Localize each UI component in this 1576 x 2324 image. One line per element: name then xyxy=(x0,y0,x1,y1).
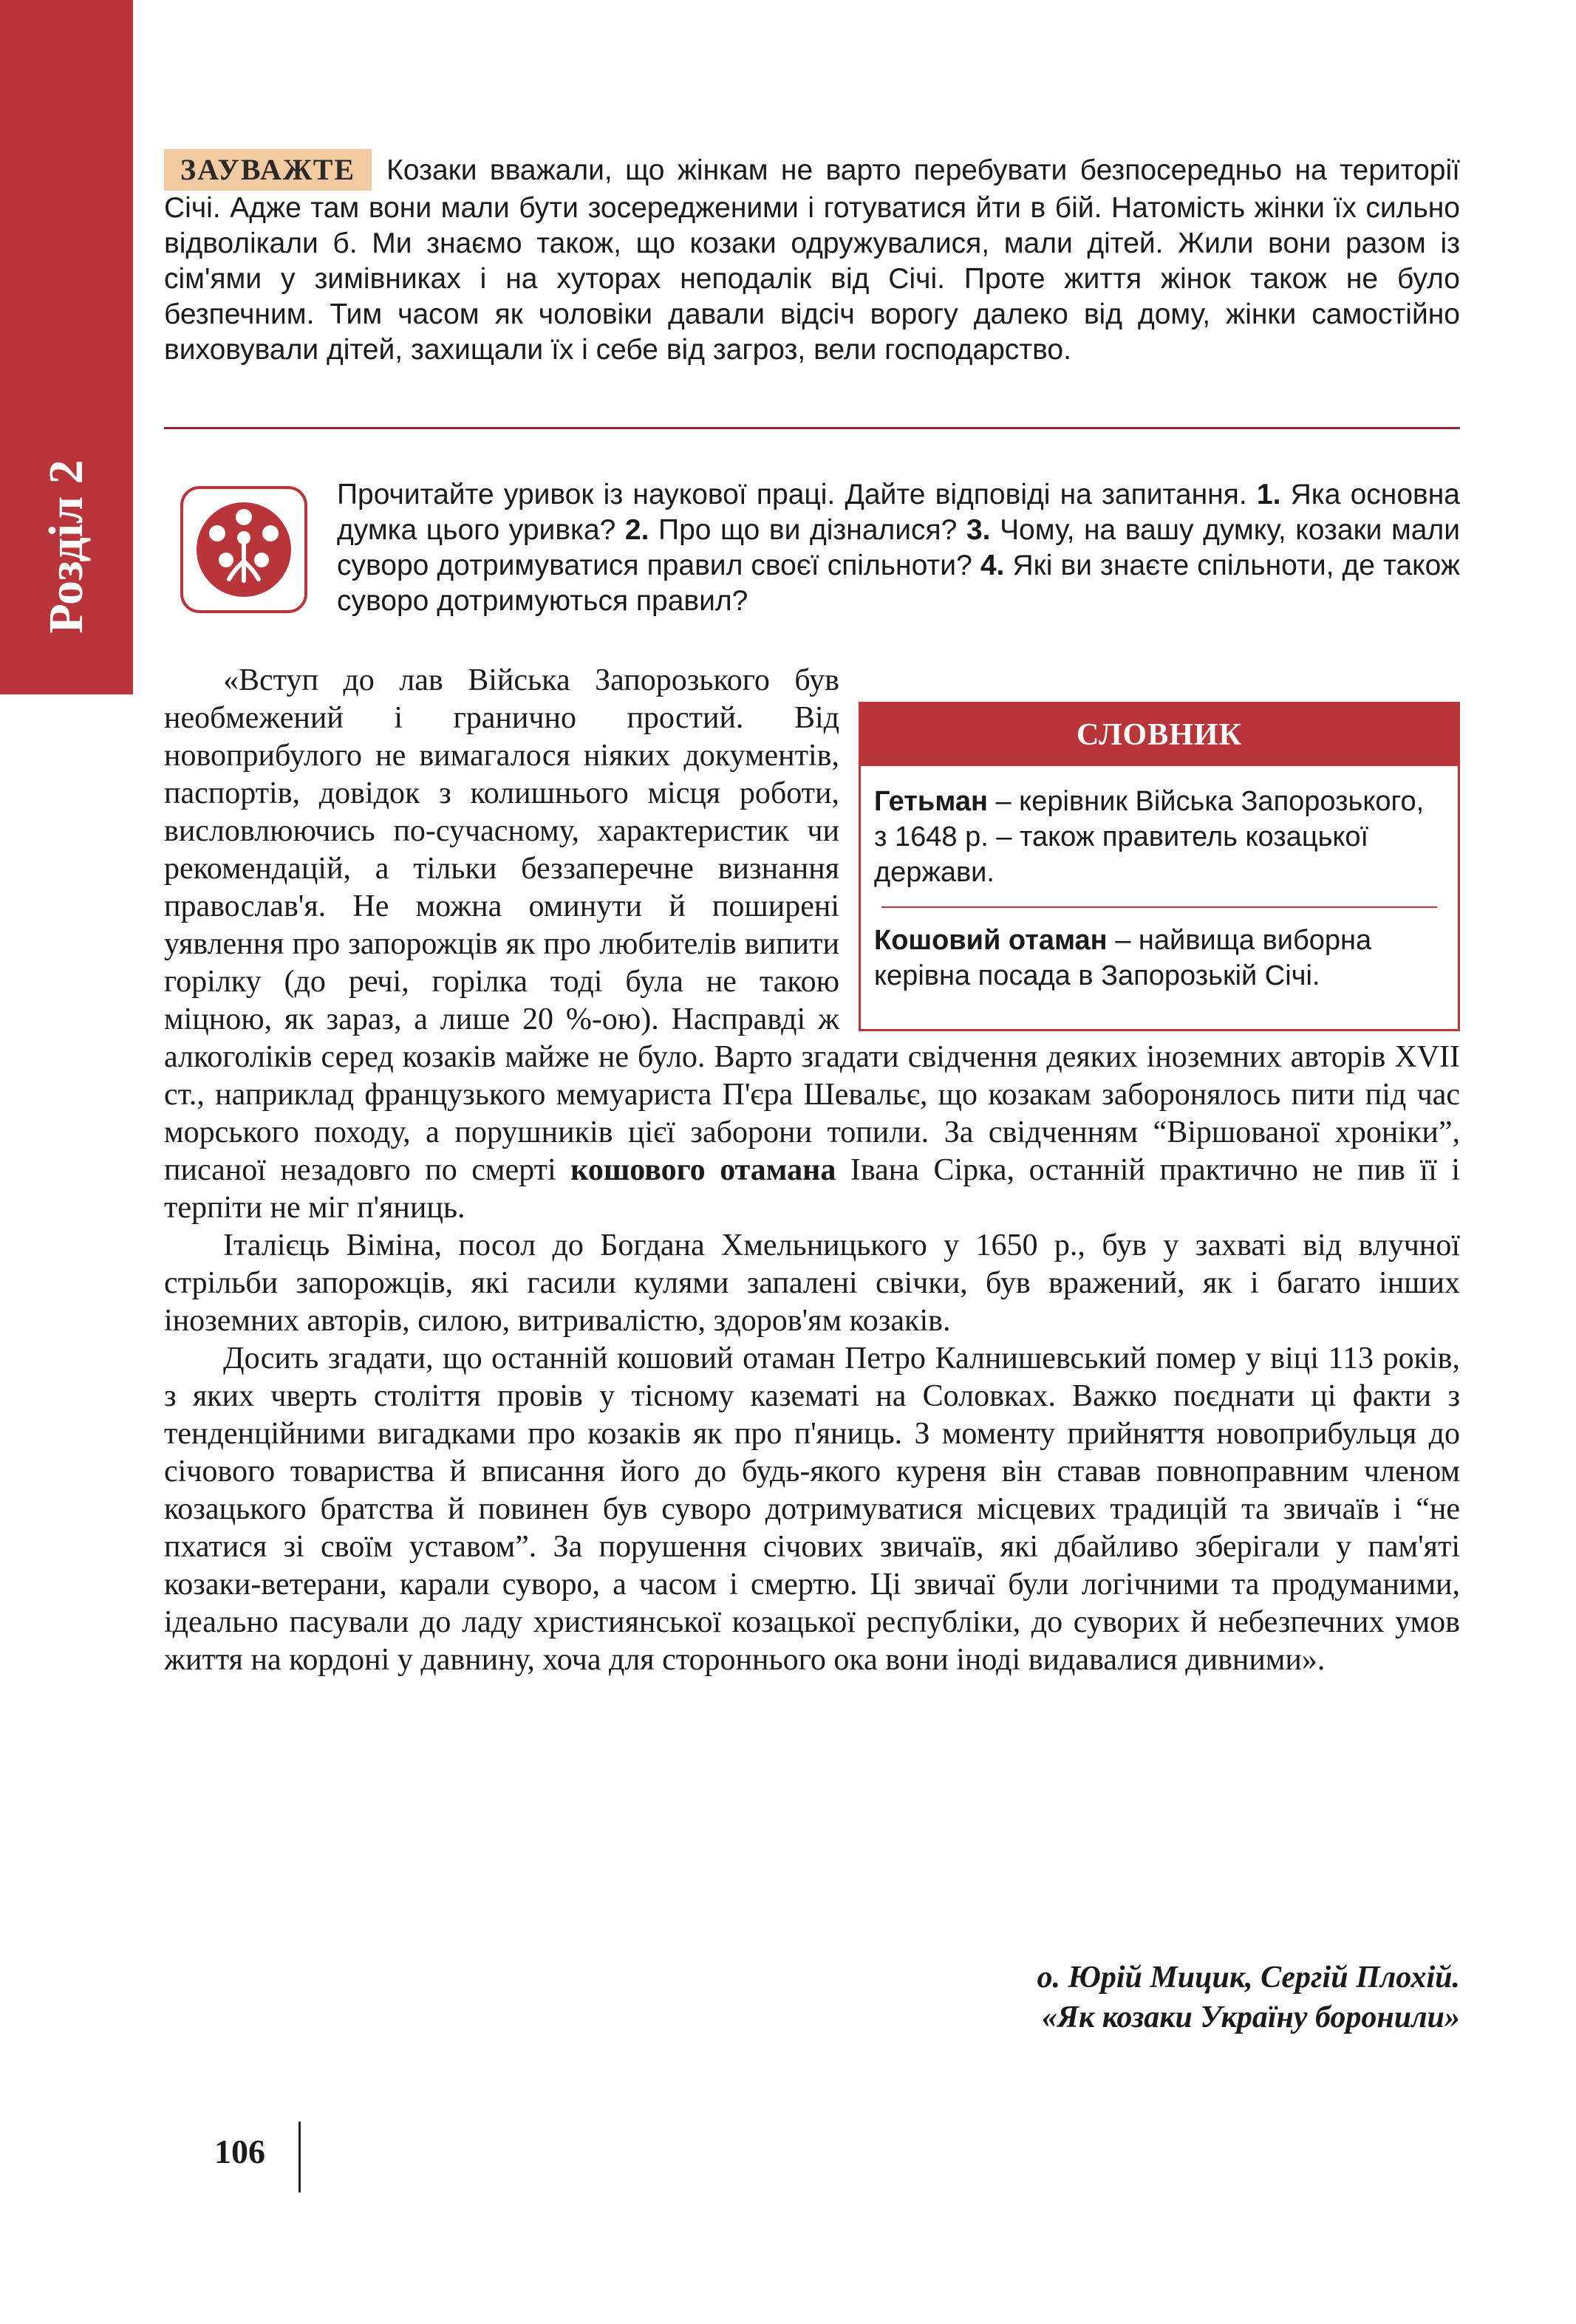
source-citation xyxy=(1037,1958,1460,2037)
tree-in-circle-icon xyxy=(180,486,307,613)
glossary-wrap-space xyxy=(839,662,1460,1035)
glossary-title: СЛОВНИК xyxy=(861,704,1458,766)
note-badge: ЗАУВАЖТЕ xyxy=(164,149,372,191)
highlighted-term: кошового отамана xyxy=(570,1153,836,1187)
task-block xyxy=(337,477,1460,619)
question-text: Чому, на вашу думку, козаки мали суворо дотримуватися правил своєї спільноти? xyxy=(337,514,1461,581)
question-number: 4. xyxy=(980,550,1005,581)
note-block xyxy=(164,149,1460,368)
question-text: Які ви знаєте спільноти, де також суворо дотримуються правил? xyxy=(337,550,1461,617)
task-intro: Прочитайте уривок із наукової праці. Дайте відповіді на запитання. xyxy=(337,479,1247,510)
source-authors: о. Юрій Мицик, Сергій Плохій. xyxy=(1037,1961,1460,1995)
question-number: 2. xyxy=(624,514,649,546)
article-excerpt xyxy=(164,662,1460,1679)
glossary-definition: – найвища виборна керівна посада в Запорозькій Січі. xyxy=(874,925,1372,991)
question-number: 1. xyxy=(1256,479,1281,510)
question-number: 3. xyxy=(966,514,991,546)
page-number: 106 xyxy=(214,2133,265,2170)
paragraph-text: Івана Сірка, останній практично не пив її і терпіти не міг п'яниць. xyxy=(164,1153,1460,1225)
article-paragraph: Італієць Віміна, посол до Богдана Хмельницького у 1650 р., був у захваті від влучної стрільби запорожців, які гасили кулями запалені свічки, був вражений, як і багато інших іноземних авторів, силою, витривалістю, здоров'ям козаків. xyxy=(164,1228,1460,1338)
note-text: Козаки вважали, що жінкам не варто перебувати безпосередньо на території Січі. Адже там вони мали бути зосередженими і готуватися йти в бій. Натомість жінки їх сильно відволікали б. Ми знаємо також, що козаки одружувалися, мали дітей. Жили вони разом із сім'ями у зимівниках і на хуторах неподалік від Січі. Проте життя жінок також не було безпечним. Тим часом як чоловіки давали відсіч ворогу далеко від дому, жінки самостійно виховували дітей, захищали їх і себе від загроз, вели господарство. xyxy=(164,154,1460,366)
glossary-term: Кошовий отаман xyxy=(874,925,1108,956)
question-text: Яка основна думка цього уривка? xyxy=(337,479,1460,546)
page-number-rule xyxy=(299,2122,301,2193)
section-side-tab xyxy=(0,0,133,694)
section-label: Розділ 2 xyxy=(39,459,93,634)
article-paragraph: Досить згадати, що останній кошовий отаман Петро Калнишевський помер у віці 113 років, з яких чверть століття провів у тісному казематі на Соловках. Важко поєднати ці факти з тенденційними вигадками про козаків як про п'яниць. З моменту прийняття новоприбульця до січового товариства й вписання його до будь-якого куреня він ставав повноправним членом козацького братства й повинен був суворо дотримуватися місцевих традицій та звичаїв і “не пхатися зі своїм уставом”. За порушення січових звичаїв, які дбайливо зберігали у пам'яті козаки-ветерани, карали суворо, а часом і смертю. Ці звичаї були логічними та продуманими, ідеально пасували до ладу християнської козацької республіки, до суворих й небезпечних умов життя на кордоні у давнину, хоча для стороннього ока вони іноді видавалися дивними». xyxy=(164,1342,1460,1677)
question-text: Про що ви дізналися? xyxy=(658,514,958,546)
paragraph-text: «Вступ до лав Війська Запорозького був необмежений і гранично простий. Від новоприбулого не вимагалося ніяких документів, паспортів, довідок з колишнього місця роботи, висловлюючись по-сучасному, характеристик чи рекомендацій, а тільки беззаперечне визнання православ'я. Не можна оминути й поширені уявлення про запорожців як про любителів випити горілку (до речі, горілка тоді була не такою міцною, як зараз, а лише 20 %-ою). Насправді ж алкоголіків серед козаків майже не було. Варто згадати свідчення деяких іноземних авторів XVII ст., наприклад французького мемуариста П'єра Шевальє, що козакам заборонялось пити під час морського походу, а порушників цієї заборони топили. За свідченням “Віршованої хроніки”, писаної незадовго по смерті xyxy=(164,663,1460,1187)
section-divider xyxy=(164,427,1460,429)
glossary-term: Гетьман xyxy=(874,786,988,817)
source-title: «Як козаки Україну боронили» xyxy=(1042,2000,1460,2034)
glossary-definition: – керівник Війська Запорозького, з 1648 р. – також правитель козацької держави. xyxy=(874,786,1425,888)
